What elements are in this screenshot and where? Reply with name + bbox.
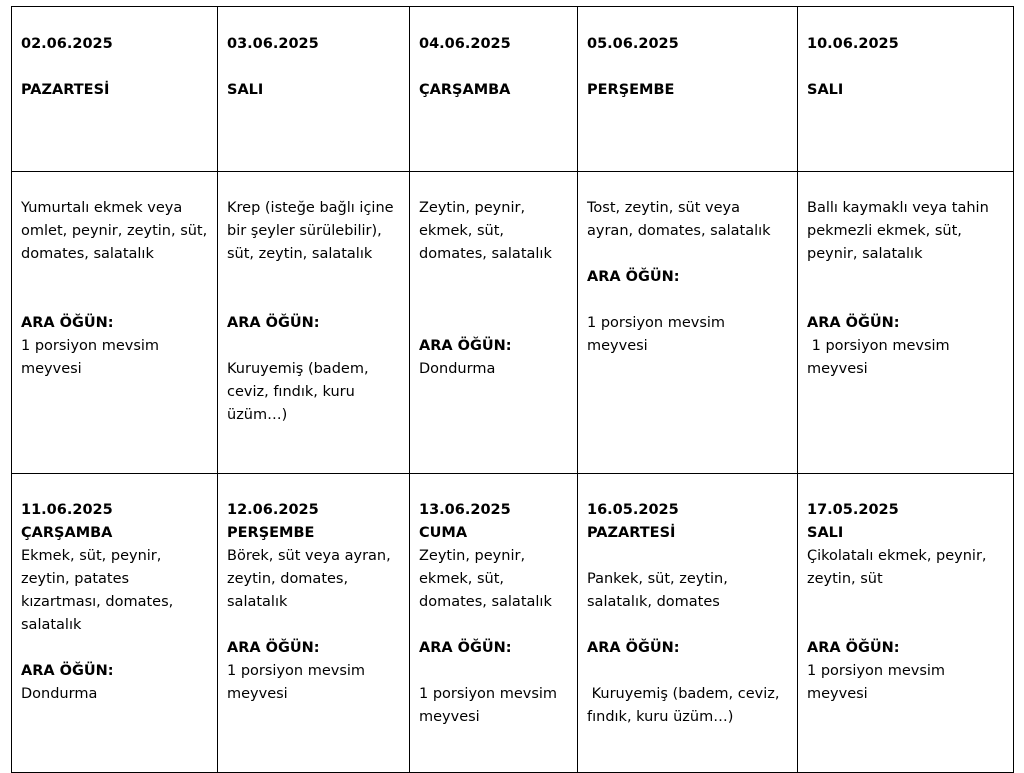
snack-label: ARA ÖĞÜN: bbox=[227, 640, 320, 656]
day-label: PERŞEMBE bbox=[227, 525, 315, 541]
breakfast-text: Ekmek, süt, peynir, zeytin, patates kızartması, domates, salatalık bbox=[21, 548, 174, 633]
snack-label: ARA ÖĞÜN: bbox=[419, 338, 512, 354]
breakfast-text: Ballı kaymaklı veya tahin pekmezli ekmek, süt, peynir, salatalık bbox=[807, 200, 989, 262]
day-header-cell bbox=[410, 7, 578, 172]
snack-label: ARA ÖĞÜN: bbox=[419, 640, 512, 656]
date-label: 11.06.2025 bbox=[21, 502, 113, 518]
day-label: CUMA bbox=[419, 525, 468, 541]
breakfast-text: Zeytin, peynir, ekmek, süt, domates, salatalık bbox=[419, 548, 552, 610]
snack-label: ARA ÖĞÜN: bbox=[587, 640, 680, 656]
snack-label: ARA ÖĞÜN: bbox=[227, 315, 320, 331]
menu-cell bbox=[12, 172, 218, 474]
day-label: SALI bbox=[807, 82, 844, 98]
snack-label: ARA ÖĞÜN: bbox=[807, 315, 900, 331]
menu-cell bbox=[218, 172, 410, 474]
snack-label: ARA ÖĞÜN: bbox=[21, 315, 114, 331]
menu-cell bbox=[410, 172, 578, 474]
snack-text: 1 porsiyon mevsim meyvesi bbox=[807, 338, 955, 377]
breakfast-text: Börek, süt veya ayran, zeytin, domates, salatalık bbox=[227, 548, 391, 610]
day-header-cell bbox=[798, 7, 1014, 172]
table-row bbox=[12, 474, 1014, 773]
table-row bbox=[12, 7, 1014, 172]
date-label: 13.06.2025 bbox=[419, 502, 511, 518]
day-label: ÇARŞAMBA bbox=[419, 82, 511, 98]
snack-label: ARA ÖĞÜN: bbox=[21, 663, 114, 679]
day-label: ÇARŞAMBA bbox=[21, 525, 113, 541]
menu-cell bbox=[218, 474, 410, 773]
breakfast-text: Yumurtalı ekmek veya omlet, peynir, zeytin, süt, domates, salatalık bbox=[21, 200, 208, 262]
breakfast-text: Pankek, süt, zeytin, salatalık, domates bbox=[587, 571, 728, 610]
menu-cell bbox=[578, 474, 798, 773]
snack-text: 1 porsiyon mevsim meyvesi bbox=[807, 663, 946, 702]
breakfast-text: Zeytin, peynir, ekmek, süt, domates, salatalık bbox=[419, 200, 552, 262]
date-label: 12.06.2025 bbox=[227, 502, 319, 518]
day-label: SALI bbox=[227, 82, 264, 98]
day-label: PAZARTESİ bbox=[587, 525, 676, 541]
day-label: PERŞEMBE bbox=[587, 82, 675, 98]
meal-plan-table bbox=[11, 6, 1014, 773]
snack-text: 1 porsiyon mevsim meyvesi bbox=[21, 338, 160, 377]
snack-text: Dondurma bbox=[21, 686, 98, 702]
day-header-cell bbox=[12, 7, 218, 172]
day-header-cell bbox=[578, 7, 798, 172]
day-label: PAZARTESİ bbox=[21, 82, 110, 98]
snack-text: 1 porsiyon mevsim meyvesi bbox=[227, 663, 366, 702]
date-label: 02.06.2025 bbox=[21, 36, 113, 52]
date-label: 05.06.2025 bbox=[587, 36, 679, 52]
menu-cell bbox=[578, 172, 798, 474]
date-label: 03.06.2025 bbox=[227, 36, 319, 52]
snack-label: ARA ÖĞÜN: bbox=[587, 269, 680, 285]
breakfast-text: Krep (isteğe bağlı içine bir şeyler sürülebilir), süt, zeytin, salatalık bbox=[227, 200, 394, 262]
table-row bbox=[12, 172, 1014, 474]
breakfast-text: Tost, zeytin, süt veya ayran, domates, salatalık bbox=[587, 200, 771, 239]
snack-text: Dondurma bbox=[419, 361, 496, 377]
date-label: 17.05.2025 bbox=[807, 502, 899, 518]
menu-cell bbox=[798, 474, 1014, 773]
date-label: 16.05.2025 bbox=[587, 502, 679, 518]
date-label: 10.06.2025 bbox=[807, 36, 899, 52]
snack-text: Kuruyemiş (badem, ceviz, fındık, kuru üzüm…) bbox=[227, 361, 369, 423]
day-label: SALI bbox=[807, 525, 844, 541]
menu-cell bbox=[410, 474, 578, 773]
day-header-cell bbox=[218, 7, 410, 172]
breakfast-text: Çikolatalı ekmek, peynir, zeytin, süt bbox=[807, 548, 987, 587]
menu-cell bbox=[12, 474, 218, 773]
snack-text: Kuruyemiş (badem, ceviz, fındık, kuru üzüm…) bbox=[587, 686, 785, 725]
menu-cell bbox=[798, 172, 1014, 474]
snack-text: 1 porsiyon mevsim meyvesi bbox=[419, 686, 558, 725]
snack-label: ARA ÖĞÜN: bbox=[807, 640, 900, 656]
date-label: 04.06.2025 bbox=[419, 36, 511, 52]
snack-text: 1 porsiyon mevsim meyvesi bbox=[587, 315, 726, 354]
